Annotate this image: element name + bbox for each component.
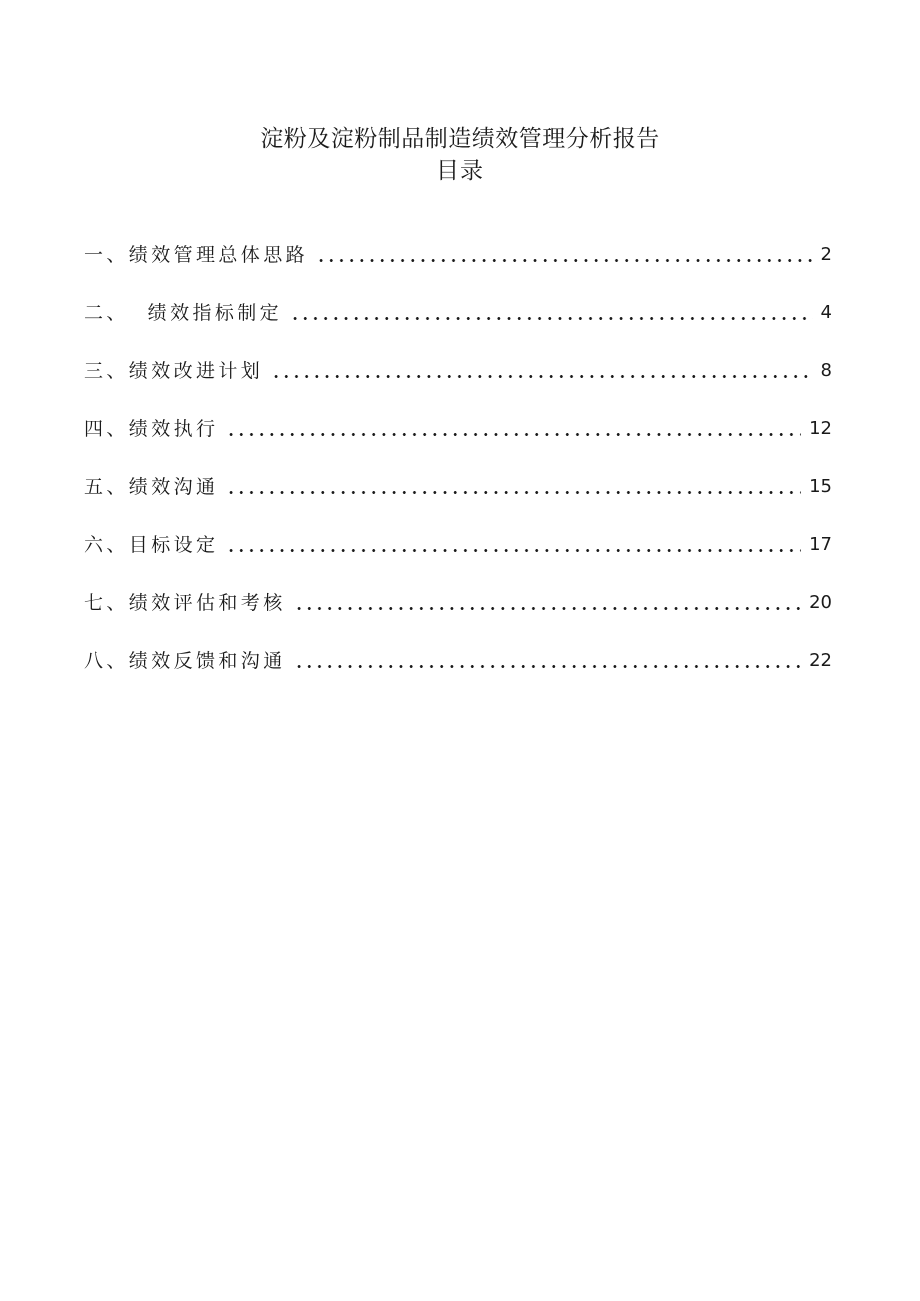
toc-entry-label: 六、目标设定	[84, 534, 219, 556]
toc-entry-label: 七、绩效评估和考核	[84, 592, 286, 614]
toc-entry-label: 四、绩效执行	[84, 418, 219, 440]
toc-dot-leader	[294, 665, 801, 668]
toc-entry-page: 22	[809, 650, 832, 671]
toc-heading: 目录	[436, 158, 484, 184]
toc-entry-4[interactable]	[84, 388, 832, 446]
toc-entry-8[interactable]	[84, 620, 832, 678]
toc-entry-page: 15	[809, 476, 832, 497]
toc-entry-6[interactable]	[84, 504, 832, 562]
toc-entry-page: 17	[809, 534, 832, 555]
toc-dot-leader	[316, 259, 813, 262]
toc-entry-page: 20	[809, 592, 832, 613]
toc-dot-leader	[271, 375, 812, 378]
document-title: 淀粉及淀粉制品制造绩效管理分析报告	[260, 126, 660, 152]
toc-dot-leader	[294, 607, 801, 610]
toc-entry-2[interactable]	[84, 272, 832, 330]
toc-entry-page: 2	[820, 244, 832, 265]
toc-entry-1[interactable]	[84, 214, 832, 272]
toc-entry-page: 4	[820, 302, 832, 323]
toc-entry-page: 8	[820, 360, 832, 381]
toc-entry-page: 12	[809, 418, 832, 439]
toc-entry-label: 二、 绩效指标制定	[84, 302, 283, 324]
toc-dot-leader	[290, 317, 812, 320]
toc-entry-3[interactable]	[84, 330, 832, 388]
toc-entry-label: 五、绩效沟通	[84, 476, 219, 498]
toc-dot-leader	[226, 433, 801, 436]
toc-entry-label: 一、绩效管理总体思路	[84, 244, 309, 266]
toc-entry-5[interactable]	[84, 446, 832, 504]
toc-entry-label: 八、绩效反馈和沟通	[84, 650, 286, 672]
toc-dot-leader	[226, 549, 801, 552]
toc-dot-leader	[226, 491, 801, 494]
toc-entry-label: 三、绩效改进计划	[84, 360, 264, 382]
table-of-contents	[84, 214, 832, 678]
toc-entry-7[interactable]	[84, 562, 832, 620]
